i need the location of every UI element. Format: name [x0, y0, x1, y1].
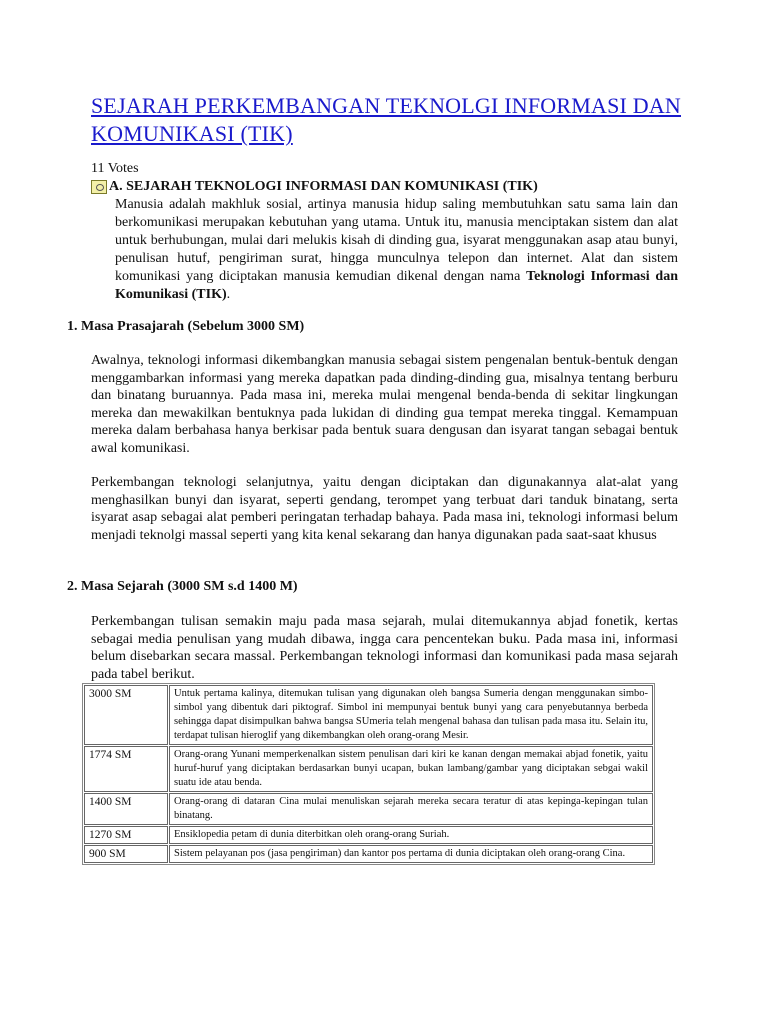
- table-row: [84, 793, 653, 825]
- event-cell: Ensiklopedia petam di dunia diterbitkan oleh orang-orang Suriah.: [169, 826, 653, 844]
- section-1-paragraph-2: Perkembangan teknologi selanjutnya, yaitu dengan diciptakan dan digunakannya alat-alat yang menghasilkan bunyi dan isyarat, seperti gendang, terompet yang terbuat dari tanduk binatang, serta isyarat asap sebagai alat pemberi peringatan terhadap bahaya. Pada masa ini, teknologi informasi belum menjadi teknolgi massal seperti yang kita kenal sekarang dan hanya digunakan pada saat-saat khusus: [91, 475, 678, 543]
- section-2-heading: 2. Masa Sejarah (3000 SM s.d 1400 M): [67, 579, 298, 594]
- year-cell: 1270 SM: [84, 826, 168, 844]
- section-a-body: Manusia adalah makhluk sosial, artinya manusia hidup saling membutuhkan satu sama lain dan berkomunikasi merupakan kebutuhan yang utama. Untuk itu, manusia menciptakan sistem dan alat untuk berhubungan, mulai dari melukis kisah di dinding gua, isyarat menggunakan asap atau bunyi, penulisan hutuf, pengiriman surat, hingga munculnya telepon dan internet. Alat dan sistem komunikasi yang diciptakan manusia kemudian dikenal dengan nama: [115, 197, 678, 284]
- table-row: [84, 685, 653, 745]
- section-2-paragraph: Perkembangan tulisan semakin maju pada masa sejarah, mulai ditemukannya abjad fonetik, kertas sebagai media penulisan yang mudah dibawa, ingga cara pencentekan buku. Pada masa ini, informasi belum disebarkan secara massal. Perkembangan teknologi informasi dan komunikasi pada masa sejarah pada tabel berikut.: [91, 614, 678, 682]
- year-cell: 3000 SM: [84, 685, 168, 745]
- event-cell: Orang-orang Yunani memperkenalkan sistem penulisan dari kiri ke kanan dengan memakai abjad fonetik, yaitu huruf-huruf yang diciptakan berdasarkan bunyi ucapan, bukan lambang/gambar yang diciptakan sebgai wakil suatu ide atau benda.: [169, 746, 653, 792]
- page-title[interactable]: SEJARAH PERKEMBANGAN TEKNOLGI INFORMASI DAN KOMUNIKASI (TIK): [91, 93, 681, 146]
- table-row: [84, 826, 653, 844]
- section-a-paragraph: [115, 196, 678, 304]
- votes-count: 11 Votes: [91, 161, 139, 176]
- table-row: [84, 746, 653, 792]
- section-a-heading: A. SEJARAH TEKNOLOGI INFORMASI DAN KOMUNIKASI (TIK): [109, 179, 538, 194]
- section-1-heading: 1. Masa Prasajarah (Sebelum 3000 SM): [67, 319, 305, 334]
- event-cell: Untuk pertama kalinya, ditemukan tulisan yang digunakan oleh bangsa Sumeria dengan menggunakan simbo-simbol yang dibentuk dari piktograf. Simbol ini mempunyai bentuk bunyi yang cara penyebutannya berbeda sehingga dapat disimpulkan bahwa bangsa SUmeria telah mengenal bahasa dan tulisan pada masa itu. Selain itu, terdapat tulisan hieroglif yang dikembangkan oleh orang-orang Mesir.: [169, 685, 653, 745]
- year-cell: 1774 SM: [84, 746, 168, 792]
- timeline-table: [82, 683, 655, 865]
- section-a-heading-row: [91, 178, 538, 196]
- event-cell: Sistem pelayanan pos (jasa pengiriman) dan kantor pos pertama di dunia diciptakan oleh orang-orang Cina.: [169, 845, 653, 863]
- section-a-bold-term: Teknologi Informasi dan Komunikasi (TIK): [115, 269, 678, 302]
- year-cell: 900 SM: [84, 845, 168, 863]
- image-placeholder-icon: [91, 180, 107, 194]
- event-cell: Orang-orang di dataran Cina mulai menuliskan sejarah mereka secara teratur di atas kepinga-kepingan tulan binatang.: [169, 793, 653, 825]
- section-a-end: .: [226, 287, 231, 302]
- section-1-paragraph-1: Awalnya, teknologi informasi dikembangkan manusia sebagai sistem pengenalan bentuk-bentuk dengan menggambarkan informasi yang mereka dapatkan pada dinding-dinding gua, misalnya tentang berburu dan binatang buruannya. Pada masa ini, mereka mulai mengenal benda-benda di sekitar lingkungan mereka dan mewakilkan bentuknya pada lukidan di dinding gua tempat mereka tinggal. Kemampuan mereka dalam berbahasa hanya berkisar pada bentuk suara dengusan dan isyarat tangan sebagai bentuk awal komunikasi.: [91, 353, 678, 456]
- table-row: [84, 845, 653, 863]
- year-cell: 1400 SM: [84, 793, 168, 825]
